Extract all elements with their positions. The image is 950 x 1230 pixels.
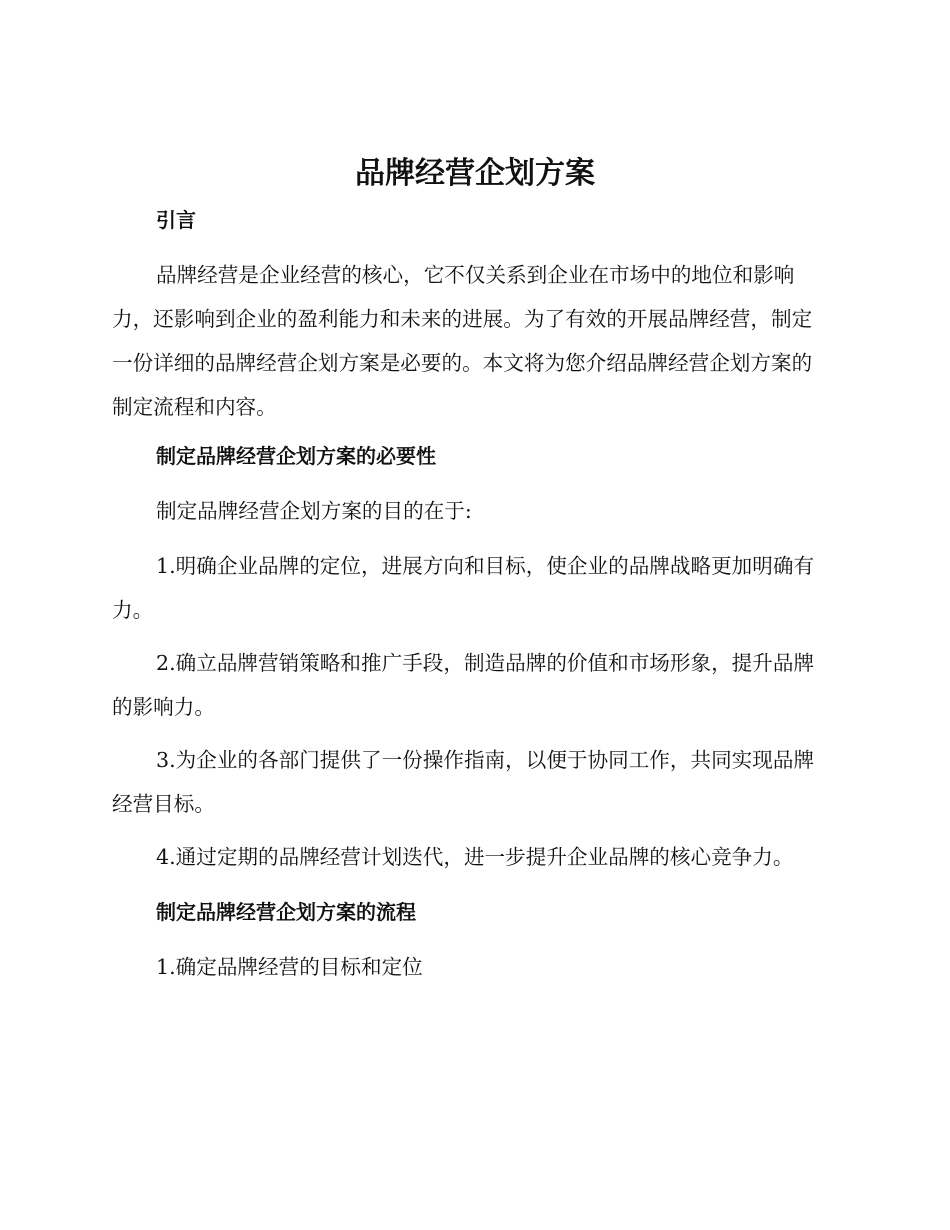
necessity-item-3: 3.为企业的各部门提供了一份操作指南，以便于协同工作，共同实现品牌经营目标。 — [112, 748, 815, 816]
necessity-lead: 制定品牌经营企划方案的目的在于: — [156, 499, 472, 523]
process-item-1: 1.确定品牌经营的目标和定位 — [156, 955, 423, 979]
intro-paragraph: 品牌经营是企业经营的核心，它不仅关系到企业在市场中的地位和影响力，还影响到企业的盈利能力和未来的进展。为了有效的开展品牌经营，制定一份详细的品牌经营企划方案是必要的。本文将为您介绍品牌经营企划方案的制定流程和内容。 — [112, 263, 813, 419]
necessity-item-4: 4.通过定期的品牌经营计划迭代，进一步提升企业品牌的核心竞争力。 — [156, 845, 794, 869]
necessity-heading: 制定品牌经营企划方案的必要性 — [156, 444, 436, 468]
necessity-item-2: 2.确立品牌营销策略和推广手段，制造品牌的价值和市场形象，提升品牌的影响力。 — [112, 651, 815, 719]
intro-heading: 引言 — [156, 208, 196, 232]
document-title: 品牌经营企划方案 — [355, 156, 595, 191]
necessity-item-1: 1.明确企业品牌的定位，进展方向和目标，使企业的品牌战略更加明确有力。 — [112, 554, 815, 622]
process-heading: 制定品牌经营企划方案的流程 — [156, 900, 416, 924]
